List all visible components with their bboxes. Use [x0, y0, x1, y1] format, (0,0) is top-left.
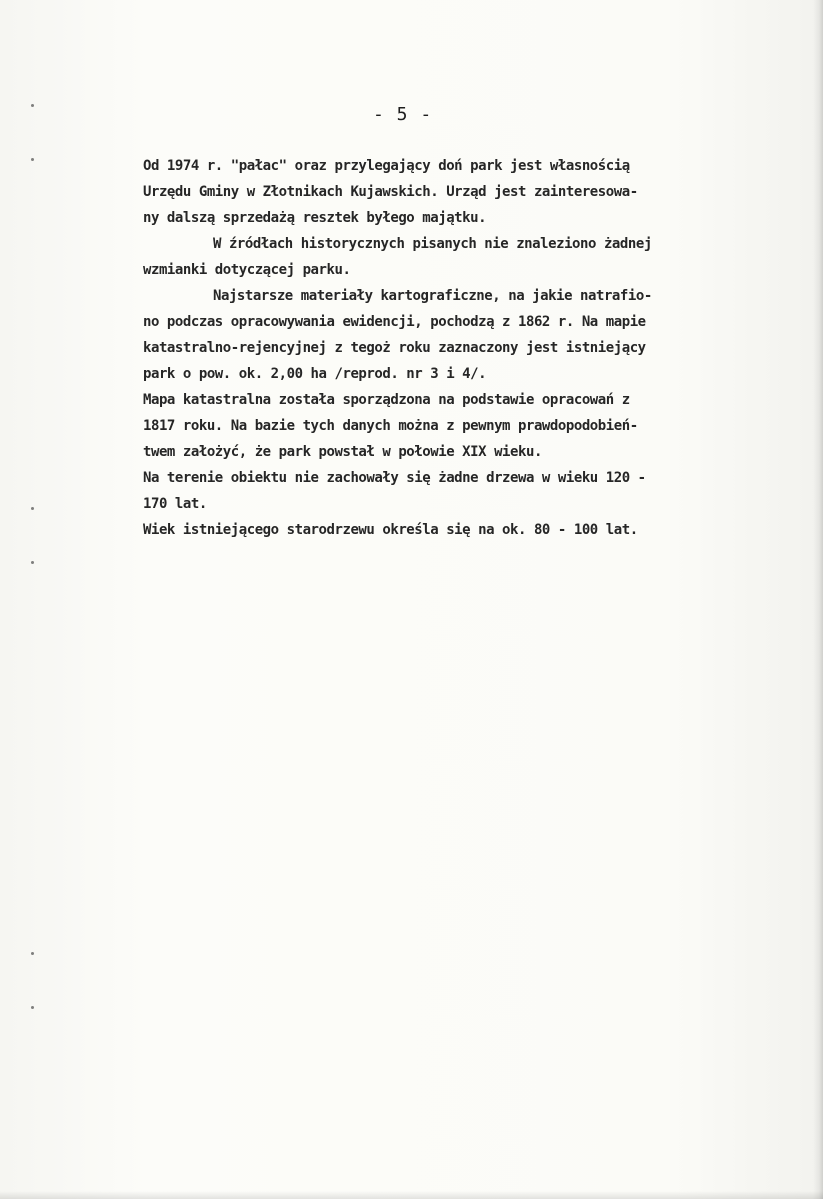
body-text: [143, 153, 793, 543]
text-line: Urzędu Gminy w Złotnikach Kujawskich. Urząd jest zainteresowa-: [143, 184, 638, 200]
text-line: wzmianki dotyczącej parku.: [143, 262, 351, 278]
text-line: Od 1974 r. "pałac" oraz przylegający doń park jest własnością: [143, 158, 630, 174]
text-line: park o pow. ok. 2,00 ha /reprod. nr 3 i 4/.: [143, 366, 487, 382]
margin-mark: [31, 561, 34, 564]
text-line: ny dalszą sprzedażą resztek byłego majątku.: [143, 210, 487, 226]
text-line: twem założyć, że park powstał w połowie XIX wieku.: [143, 444, 542, 460]
margin-mark: [31, 952, 34, 955]
text-line: 170 lat.: [143, 496, 207, 512]
margin-mark: [31, 158, 34, 161]
text-line: W źródłach historycznych pisanych nie znaleziono żadnej: [213, 236, 652, 252]
text-line: katastralno-rejencyjnej z tegoż roku zaznaczony jest istniejący: [143, 340, 646, 356]
text-line: 1817 roku. Na bazie tych danych można z pewnym prawdopodobień-: [143, 418, 638, 434]
margin-mark: [31, 104, 34, 107]
paper-bottom-edge-shadow: [0, 1191, 823, 1199]
text-line: no podczas opracowywania ewidencji, pochodzą z 1862 r. Na mapie: [143, 314, 646, 330]
text-line: Na terenie obiektu nie zachowały się żadne drzewa w wieku 120 -: [143, 470, 646, 486]
margin-mark: [31, 507, 34, 510]
text-line: Wiek istniejącego starodrzewu określa się na ok. 80 - 100 lat.: [143, 522, 638, 538]
text-line: Mapa katastralna została sporządzona na podstawie opracowań z: [143, 392, 630, 408]
text-line: Najstarsze materiały kartograficzne, na jakie natrafio-: [213, 288, 652, 304]
paper-right-edge-shadow: [813, 0, 823, 1199]
margin-mark: [31, 1006, 34, 1009]
page-number: - 5 -: [373, 104, 433, 125]
